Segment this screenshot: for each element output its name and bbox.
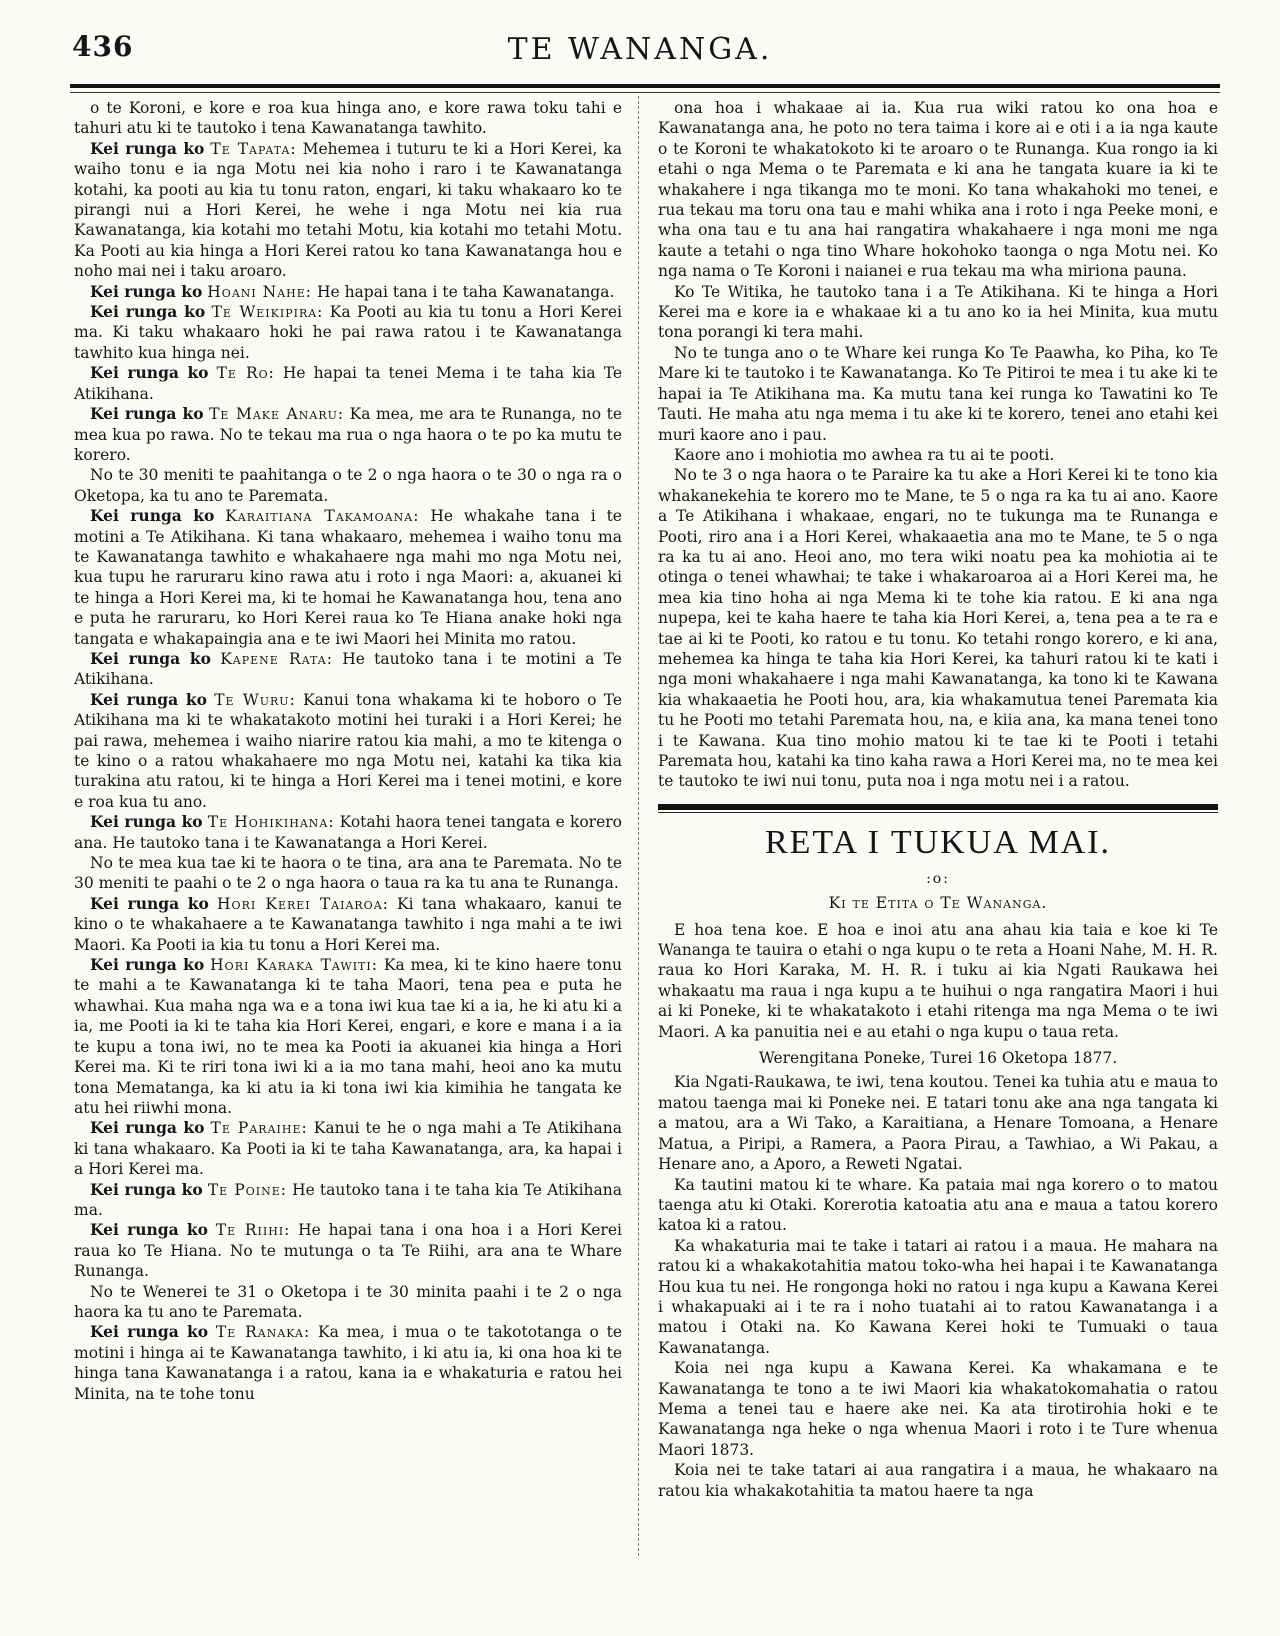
article-paragraph: [74, 690, 622, 812]
article-paragraph: [74, 404, 622, 465]
article-paragraph: [74, 1180, 622, 1221]
speaker-name: Te Ranaka:: [215, 1323, 311, 1342]
paragraph-lead: Kei runga ko: [90, 1220, 208, 1240]
article-paragraph: [74, 649, 622, 690]
paragraph-text: He whakahe tana i te motini a Te Atikihana. Ki tana whakaaro, mehemea i waiho tonu ma te Kawanatanga tawhito e whakahaere nga mahi mo nga Motu nei, kua tupu he raruraru kino rawa atu i roto i nga Maori: a, akuanei ki te hinga a Hori Kerei ma, ki te homai he Kawanatanga hou, tena ano e puta he raruraru, ko Hori Kerei raua ko Te Hiana anake hoki nga tangata e whakapaingia ana e te iwi Maori hei Minita mo ratou.: [74, 507, 622, 648]
paragraph-text: He hapai tana i te taha Kawanatanga.: [316, 282, 615, 301]
speaker-name: Kapene Rata:: [220, 649, 333, 668]
paragraph-text: Kanui tona whakama ki te hoboro o Te Atikihana ma ki te whakatakoto motini hei turaki i a Hori Kerei; he pai rawa, mehemea i waiho niarire ratou kia mahi, a mo te kitenga o te kino o a ratou whakahaere mo nga Motu nei, katahi ka tika kia turakina atu ratou, ki te hinga a Hori Kerei ma i tenei motini, e kore e roa kua tu ano.: [74, 690, 623, 811]
page-number: 436: [72, 30, 134, 63]
article-paragraph: [74, 955, 622, 1118]
article-paragraph: Ko Te Witika, he tautoko tana i a Te Atikihana. Ki te hinga a Hori Kerei ma e kore ia e whakaae ki a tu ano ko ia hei Minita, kua mutu tona porangi ki tera mahi.: [658, 282, 1218, 342]
paragraph-text: Ka Pooti au kia tu tonu a Hori Kerei ma. Ki taku whakaaro hoki he pai rawa ratou i te Kawanatanga tawhito kua hinga nei.: [74, 303, 623, 362]
paragraph-lead: Kei runga ko: [90, 404, 204, 424]
article-paragraph: No te tunga ano o te Whare kei runga Ko Te Paawha, ko Piha, ko Te Mare ki te tautoko i te Kawanatanga. Ko Te Pitiroi te mea i tu ake ki te hapai ia Te Atikihana ma. Ka mutu tana kei runga ko Tawatini ko Te Tauti. He maha atu nga mema i tu ake ki te korero, tenei ano etahi kei muri kaore ano i pau.: [658, 343, 1218, 444]
paragraph-text: No te 30 meniti te paahitanga o te 2 o nga haora o te 30 o nga ra o Oketopa, ka tu ano te Paremata.: [74, 466, 622, 505]
paragraph-lead: Kei runga ko: [90, 648, 211, 668]
article-paragraph: [74, 1322, 622, 1404]
article-paragraph: [74, 894, 622, 955]
paragraph-text: He tautoko tana i te motini a Te Atikihana.: [74, 649, 622, 689]
speaker-name: Te Tapata:: [210, 139, 297, 158]
paragraph-text: Ka mea, i mua o te takototanga o te motini i hinga ai te Kawanatanga tawhito, i ki atu ia, ki ona hoa ki te hinga tana Kawanatanga i a ratou, kana ia e whakaturia e ratou hei Minita, na te tohe tonu: [74, 1323, 622, 1403]
article-paragraph: [74, 98, 622, 139]
paragraph-lead: Kei runga ko: [90, 1322, 209, 1342]
article-paragraph: [74, 1118, 622, 1179]
paragraph-lead: Kei runga ko: [90, 1179, 203, 1199]
header-rule-thin: [70, 92, 1220, 93]
paragraph-text: No te mea kua tae ki te haora o te tina, ara ana te Paremata. No te 30 meniti te paahi o te 2 o nga haora o taua ra ka tu ana te Runanga.: [74, 854, 622, 893]
speaker-name: Hoani Nahe:: [207, 282, 313, 301]
article-paragraph: [74, 465, 622, 506]
speaker-name: Te Hohikihana:: [207, 813, 335, 832]
ornament-separator: :o:: [926, 870, 950, 887]
article-paragraph: Kaore ano i mohiotia mo awhea ra tu ai te pooti.: [674, 445, 1055, 464]
paragraph-lead: Kei runga ko: [90, 302, 206, 322]
paragraph-lead: Kei runga ko: [90, 893, 209, 913]
letter-paragraph: Koia nei te take tatari ai aua rangatira i a maua, he whakaaro na ratou kia whakakotahitia ta matou haere ta nga: [658, 1461, 1218, 1500]
speaker-name: Te Poine:: [207, 1180, 287, 1199]
section-rule-thin: [658, 812, 1218, 813]
speaker-name: Hori Kerei Taiaroa:: [217, 894, 389, 913]
letter-paragraph: Koia nei nga kupu a Kawana Kerei. Ka whakamana e te Kawanatanga te tono a te iwi Maori kia whakatokomahatia o ratou Mema a tenei tau e haere ake nei. Ka ata tirotirohia hoki e te Kawanatanga nga heke o nga whenua Maori i roto i te Ture whenua Maori 1873.: [658, 1359, 1218, 1459]
paragraph-lead: Kei runga ko: [90, 812, 203, 832]
paragraph-lead: Kei runga ko: [90, 689, 207, 709]
article-paragraph: [74, 282, 622, 302]
letter-section-title: RETA I TUKUA MAI.: [764, 823, 1112, 861]
letter-paragraph: Kia Ngati-Raukawa, te iwi, tena koutou. Tenei ka tuhia atu e maua to matou taenga mai ki Poneke nei. E tatari tonu ake ana nga tangata ki a matou, ara a Wi Tako, a Karaitiana, a Henare Tomoana, a Henare Matua, a Piripi, a Ramera, a Paora Pirau, a Tawhiao, a Wi Pakau, a Henare ano, a Aporo, a Reweti Ngatai.: [658, 1073, 1218, 1174]
speaker-name: Te Ro:: [216, 364, 275, 383]
article-paragraph: No te 3 o nga haora o te Paraire ka tu ake a Hori Kerei ki te tono kia whakanekehia te korero mo te Mane, te 5 o nga ra ka tu ai ano. Kaore a Te Atikihana i whakaae, engari, no te tukunga ma te Runanga e Pooti, riro ana i a Hori Kerei, whakaaetia ana mo te Mane, te 5 o nga ra ka tu ai ano. Heoi ano, mo tera wiki noatu pea ka mohiotia ai te otinga o tenei whawhai; te take i whakaroaroa ai a Hori Kerei ma, he mea kia tino hoha ai nga Mema ki te tohe kia ratou. E ki ana nga nupepa, kei te kaha haere te taha kia Hori Kerei, a, tena pea a te ra e tae ai ki te Pooti, ko ratou e tu tonu. Ko tetahi rongo korero, e ki ana, mehemea ka hinga te taha kia Hori Kerei, ka tahuri ratou ki te kati i nga moni whakahaere i nga mahi Kawanatanga, ka tono ki te Kawana kia whakaaetia he Pooti hou, ara, kia whakamutua tenei Paremata kia tu he Pooti mo tetahi Paremata hou, na, e kiia ana, ka mana tenei tono i te Kawana. Kua tino mohio matou ki te tae ki te Pooti i tetahi Paremata hou, katahi ka tino kaha rawa a Hori Kerei ma, no te mea kei te tautoko te iwi nui tonu, puta noa i nga motu nei i a ratou.: [658, 466, 1218, 791]
speaker-name: Hori Karaka Tawiti:: [210, 956, 378, 975]
paragraph-text: o te Koroni, e kore e roa kua hinga ano, e kore rawa toku tahi e tahuri atu ki te tautoko i tena Kawanatanga tawhito.: [74, 99, 622, 138]
header-rule-thick: [70, 84, 1220, 88]
paragraph-lead: Kei runga ko: [90, 138, 205, 158]
paragraph-lead: Kei runga ko: [90, 281, 203, 301]
section-rule-thick: [658, 804, 1218, 810]
article-paragraph: [74, 812, 622, 853]
right-column: [658, 98, 1218, 1501]
paragraph-text: Ki tana whakaaro, kanui te kino o te whakahaere a te Kawanatanga tawhito i nga mahi a te iwi Maori. Ka Pooti ia kia tu tonu a Hori Kerei ma.: [74, 894, 622, 954]
article-paragraph: [74, 139, 622, 282]
newspaper-masthead: TE WANANGA.: [507, 32, 773, 67]
letter-paragraph: Ka tautini matou ki te whare. Ka pataia mai nga korero o to matou taenga atu ki Otaki. Korerotia katoatia atu ana e maua a tatou korero katoa ki a ratou.: [658, 1175, 1218, 1235]
paragraph-text: He hapai ta tenei Mema i te taha kia Te Atikihana.: [74, 364, 622, 403]
speaker-name: Te Weikipira:: [211, 303, 324, 322]
letter-paragraph: Ka whakaturia mai te take i tatari ai ratou i a maua. He mahara na ratou ki a whakakotahitia matou toko-wha hei hapai i te Kawanatanga Hou kua tu nei. He rongonga hoki no ratou i nga kupu a Kawana Kerei i whakapuaki ai i te ra i noho tuatahi ai to ratou Kawanatanga i a matou i Otaki na. Ko Kawana Kerei hoki te Tumuaki o taua Kawanatanga.: [658, 1236, 1218, 1357]
article-paragraph: [74, 1220, 622, 1281]
paragraph-lead: Kei runga ko: [90, 506, 215, 526]
speaker-name: Te Riihi:: [215, 1221, 291, 1240]
speaker-name: Te Wuru:: [214, 690, 296, 709]
article-paragraph: [74, 506, 622, 649]
page-header: [60, 28, 1220, 72]
speaker-name: Te Paraihe:: [210, 1119, 308, 1138]
letter-address: Ki te Etita o Te Wananga.: [828, 894, 1048, 913]
column-divider: [638, 96, 639, 1556]
paragraph-text: Mehemea i tuturu te ki a Hori Kerei, ka waiho tonu e ia nga Motu nei kia noho i raro i te Kawanatanga kotahi, ka pooti au kia tu tonu raton, engari, ki taku whakaaro ko te pirangi nui a Hori Kerei, he wehe i nga Motu nei kia rua Kawanatanga, kia kotahi mo tetahi Motu, kia kotahi mo tetahi Motu. Ka Pooti au kia hinga a Hori Kerei ratou ko tana Kawanatanga hou e noho mai nei i taku aroaro.: [74, 139, 622, 281]
article-paragraph: [74, 853, 622, 894]
paragraph-lead: Kei runga ko: [90, 1118, 205, 1138]
speaker-name: Te Make Anaru:: [209, 405, 345, 424]
paragraph-lead: Kei runga ko: [90, 955, 205, 975]
letter-dateline: Werengitana Poneke, Turei 16 Oketopa 1877.: [758, 1049, 1118, 1068]
paragraph-text: No te Wenerei te 31 o Oketopa i te 30 minita paahi i te 2 o nga haora ka tu ano te Paremata.: [74, 1282, 622, 1321]
speaker-name: Karaitiana Takamoana:: [225, 507, 420, 526]
paragraph-lead: Kei runga ko: [90, 363, 209, 383]
article-paragraph: ona hoa i whakaae ai ia. Kua rua wiki ratou ko ona hoa e Kawanatanga ana, he poto no tera taima i kore ai e oti i a ia nga kaute o te Koroni te whakatokoto ki te aroaro o te Runanga. Kua rongo ia ki etahi o nga Mema o te Paremata e ki ana he tangata kuare ia ki te whakahere i nga tikanga mo te moni. Ko tana whakahoki mo tenei, e rua tekau ma toru ona tau e mahi whika ana i roto i nga Peeke moni, e wha ona tau e tu ana hai rangatira whakahaere i nga moni me nga kaute a tetahi o nga tino Whare hokohoko taonga o nga Motu nei. Ko nga nama o Te Koroni i naianei e rua tekau ma wha miriona pauna.: [658, 99, 1218, 281]
left-column: [74, 98, 622, 1404]
paragraph-text: He tautoko tana i te taha kia Te Atikihana ma.: [74, 1180, 622, 1219]
letter-intro: E hoa tena koe. E hoa e inoi atu ana ahau kia taia e koe ki Te Wananga te tauira o etahi o nga kupu o te reta a Hoani Nahe, M. H. R. raua ko Hori Karaka, M. H. R. i tuku ai kia Ngati Raukawa hei whakaatu ma raua i nga kupu a te huihui o nga rangatira Maori i hui ai ki Poneke, ki te whakatakoto i etahi ritenga ma nga Mema o te iwi Maori. A ka panuitia nei e au etahi o nga kupu o taua reta.: [658, 920, 1218, 1041]
article-paragraph: [74, 302, 622, 363]
paragraph-text: Ka mea, me ara te Runanga, no te mea kua po rawa. No te tekau ma rua o nga haora o te po ka mutu te korero.: [74, 405, 622, 464]
paragraph-text: He hapai tana i ona hoa i a Hori Kerei raua ko Te Hiana. No te mutunga o ta Te Riihi, ara ana te Whare Runanga.: [74, 1221, 622, 1281]
paragraph-text: Ka mea, ki te kino haere tonu te mahi a te Kawanatanga ki te taha Maori, tena pea e puta he whawhai. Kua maha nga wa e a tona iwi kua tae ki a ia, he ki atu ki a ia, me Pooti ia ki te taha kia Hori Kerei, engari, e kore e mana i a ia te kupu a tona iwi, no te mea ka Pooti ia akuanei kia hinga a Hori Kerei ma. Ki te riri tona iwi ki a ia mo tana mahi, heoi ano ka mutu tona Mematanga, ka ki atu ia ki tona iwi kia kimihia he tangata ke atu hei riiwhi mona.: [74, 956, 622, 1117]
paragraph-text: Kanui te he o nga mahi a Te Atikihana ki tana whakaaro. Ka Pooti ia ki te taha Kawanatanga, ara, ka hapai i a Hori Kerei ma.: [74, 1119, 623, 1179]
article-paragraph: [74, 1282, 622, 1323]
article-paragraph: [74, 363, 622, 404]
paragraph-text: Kotahi haora tenei tangata e korero ana. He tautoko tana i te Kawanatanga a Hori Kerei.: [74, 813, 622, 852]
